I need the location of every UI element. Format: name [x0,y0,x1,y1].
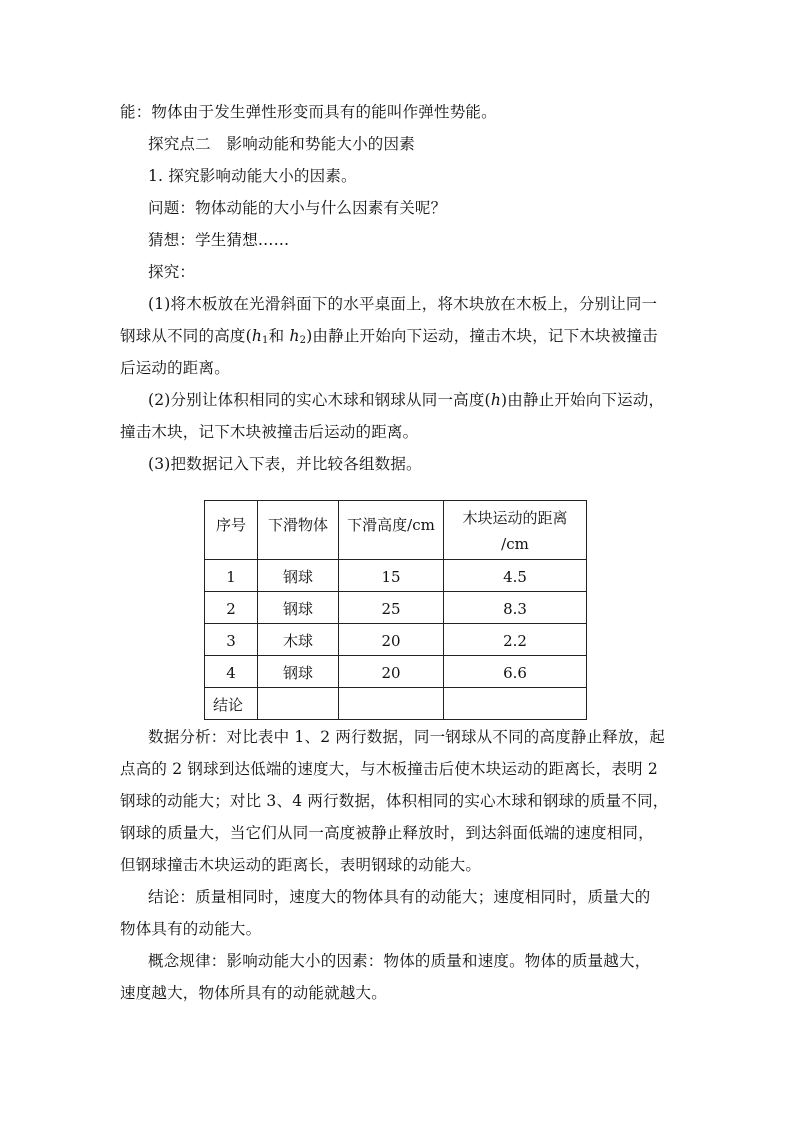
step3-line: (3)把数据记入下表，并比较各组数据。 [148,455,422,473]
analysis-line: 钢球的动能大；对比 3、4 两行数据，体积相同的实心木球和钢球的质量不同， [120,792,669,810]
conclusion-label-cell: 结论 [205,688,258,720]
table-cell: 20 [339,624,444,656]
guess-line: 猜想：学生猜想…… [148,231,290,249]
table-cell: 2.2 [444,624,587,656]
table-cell: 8.3 [444,592,587,624]
step1-line: (1)将木板放在光滑斜面下的水平桌面上，将木块放在木板上，分别让同一 [148,295,658,313]
table-cell: 20 [339,656,444,688]
conclusion-empty-cell [258,688,339,720]
table-row [205,560,587,592]
header-cell: 木块运动的距离 /cm [444,501,587,560]
header-cell: 序号 [205,501,258,560]
explore-label: 探究： [148,263,196,281]
table-cell: 25 [339,592,444,624]
table-cell: 钢球 [258,656,339,688]
conclusion-line: 结论：质量相同时，速度大的物体具有的动能大；速度相同时，质量大的 [148,888,651,906]
conclusion-row [205,688,587,720]
table-cell: 6.6 [444,656,587,688]
analysis-line: 数据分析：对比表中 1、2 两行数据，同一钢球从不同的高度静止释放，起 [148,728,666,746]
table-cell: 4.5 [444,560,587,592]
conclusion-line: 物体具有的动能大。 [120,920,262,938]
step2-line: (2)分别让体积相同的实心木球和钢球从同一高度(h)由静止开始向下运动， [148,391,665,409]
step2-line: 撞击木块，记下木块被撞击后运动的距离。 [120,423,419,441]
analysis-line: 钢球的质量大，当它们从同一高度被静止释放时，到达斜面低端的速度相同， [120,824,654,842]
table-cell: 4 [205,656,258,688]
step1-line: 钢球从不同的高度($h_1$和 $h_2$)由静止开始向下运动，撞击木块，记下木块被撞击 [120,327,658,346]
analysis-line: 点高的 2 钢球到达低端的速度大，与木板撞击后使木块运动的距离长，表明 2 [120,760,658,778]
subsection-heading: 1. 探究影响动能大小的因素。 [148,167,357,185]
step1-line: 后运动的距离。 [120,359,230,377]
table-cell: 3 [205,624,258,656]
analysis-line: 但钢球撞击木块运动的距离长，表明钢球的动能大。 [120,856,482,874]
table-cell: 1 [205,560,258,592]
table-cell: 2 [205,592,258,624]
table-header-row [205,501,587,560]
paragraph-line: 能：物体由于发生弹性形变而具有的能叫作弹性势能。 [120,103,497,121]
conclusion-empty-cell [339,688,444,720]
table-cell: 钢球 [258,560,339,592]
table-cell: 钢球 [258,592,339,624]
table-cell: 15 [339,560,444,592]
concept-rule-line: 速度越大，物体所具有的动能就越大。 [120,984,387,1002]
table-cell: 木球 [258,624,339,656]
table-row [205,624,587,656]
conclusion-empty-cell [444,688,587,720]
header-cell: 下滑物体 [258,501,339,560]
header-cell: 下滑高度/cm [339,501,444,560]
table-row [205,592,587,624]
section-heading: 探究点二 影响动能和势能大小的因素 [148,135,415,153]
concept-rule-line: 概念规律：影响动能大小的因素：物体的质量和速度。物体的质量越大， [148,952,651,970]
data-table [204,500,587,720]
question-line: 问题：物体动能的大小与什么因素有关呢？ [148,199,447,217]
table-row [205,656,587,688]
